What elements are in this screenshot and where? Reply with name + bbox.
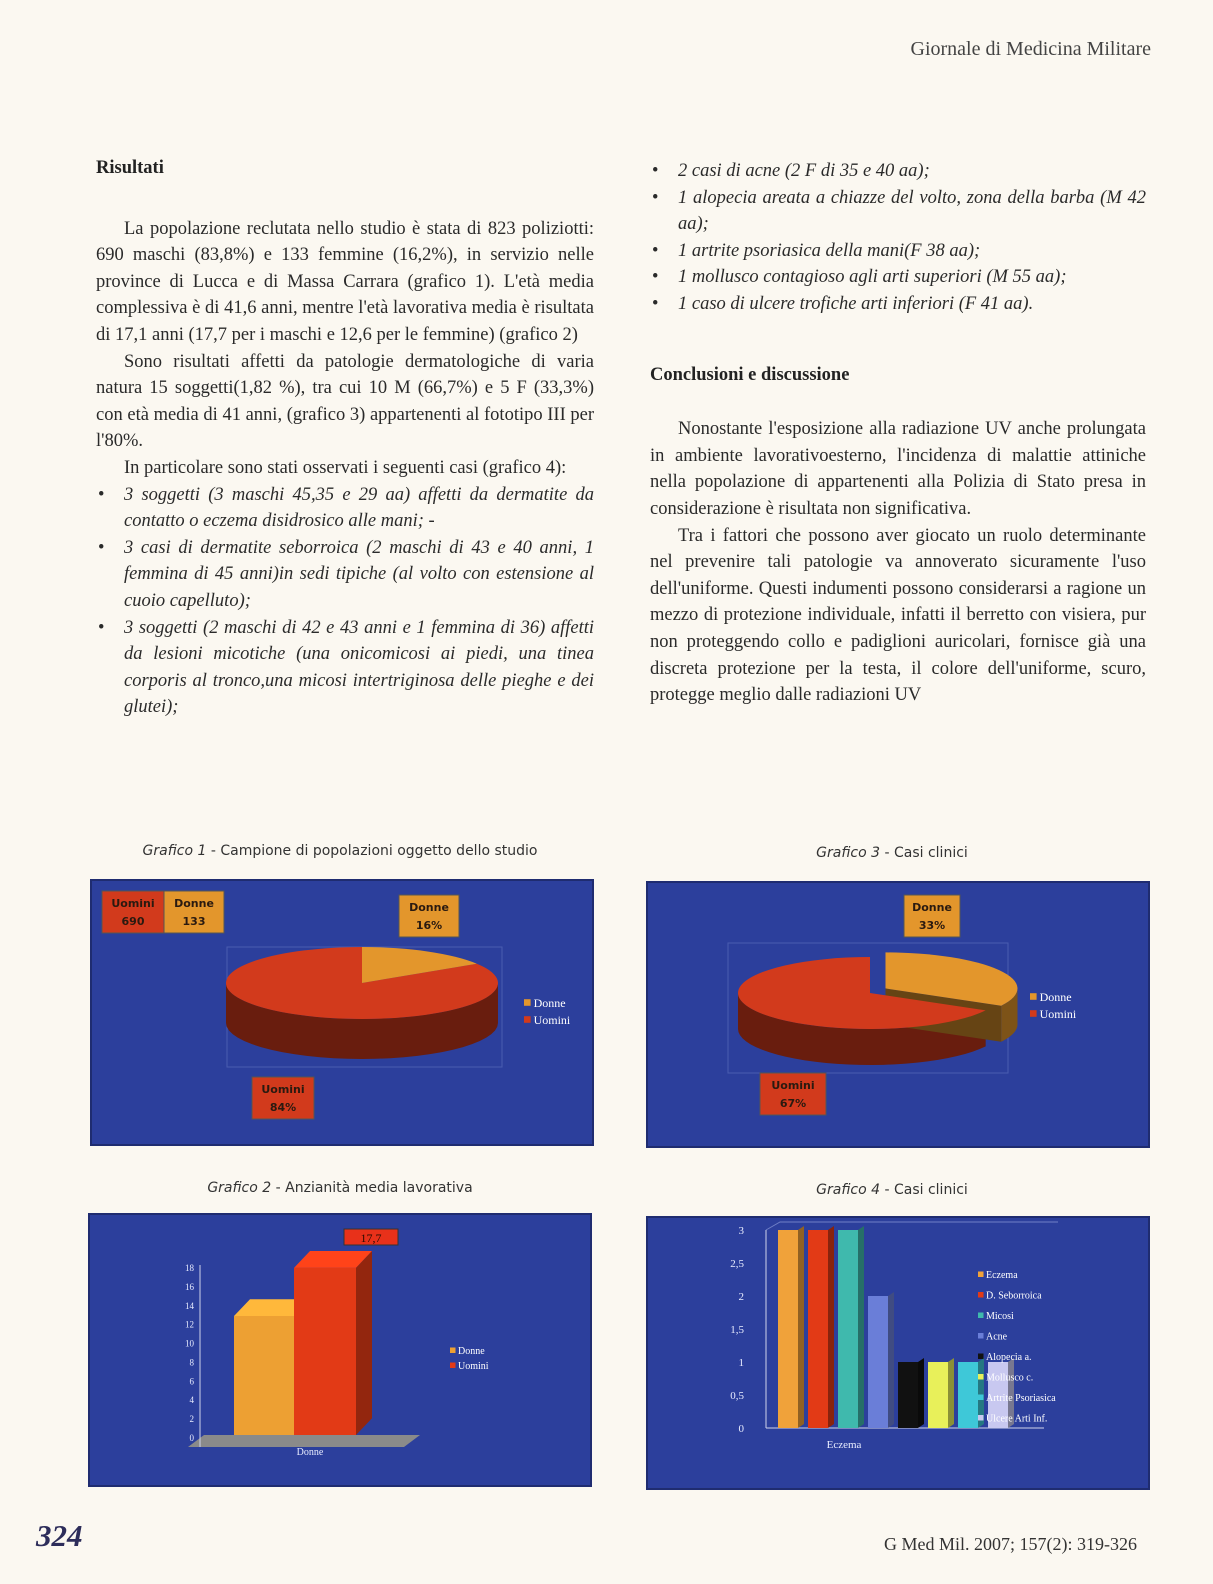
caption-grafico-3 [644,845,1140,861]
paragraph: Nonostante l'esposizione alla radiazione UV anche prolungata in ambiente lavorativoesterno, l'incidenza di malattie attiniche nella popolazione di appartenenti alla Polizia di Stato presa in considerazione è risultata non significativa. [650,419,1146,519]
legend-swatch [450,1363,456,1369]
x-tick-label: Donne [296,1447,324,1458]
list-item: • 1 artrite psoriasica della mani(F 38 aa); [678,238,1146,265]
legend-label: Uomini [458,1361,489,1372]
data-label-donne-value: 16% [415,919,443,932]
legend-label: Donne [533,996,566,1010]
caption-label: Grafico 3 [816,845,881,861]
y-tick-label: 10 [185,1338,194,1349]
bar-eczema [778,1230,798,1428]
legend-swatch [524,1016,531,1023]
x-tick-label: Eczema [826,1439,862,1451]
citation: G Med Mil. 2007; 157(2): 319-326 [884,1534,1137,1554]
legend-swatch [978,1395,984,1401]
legend-swatch [978,1415,984,1421]
count-label-uomini-value: 690 [121,915,145,928]
data-label-uomini-category: Uomini [261,1083,305,1096]
y-tick-label: 12 [185,1319,194,1330]
right-column [650,158,1146,709]
legend-swatch [978,1292,984,1298]
legend-swatch [978,1333,984,1339]
bar-donne [234,1316,296,1435]
data-label-donne-value: 33% [918,919,946,932]
bar-side-uomini [356,1251,372,1435]
y-tick-label: 0 [738,1423,744,1435]
count-label-donne-value: 133 [182,915,206,928]
data-label-uomini: 17,7 [360,1231,382,1245]
y-tick-label: 14 [185,1300,194,1311]
legend-label: Donne [458,1346,485,1357]
bar-artrite-psoriasica [958,1362,978,1428]
legend-swatch [450,1348,456,1354]
caption-text: - Anzianità media lavorativa [271,1180,473,1196]
legend-label: Mollusco c. [986,1372,1034,1384]
caption-text: - Casi clinici [880,1182,968,1198]
grafico-1-chart [92,881,592,1144]
legend-label: Uomini [533,1013,571,1027]
list-item: • 2 casi di acne (2 F di 35 e 40 aa); [678,158,1146,185]
bar-side [948,1358,954,1428]
legend-label: Alopecia a. [986,1352,1032,1363]
legend-swatch [1030,993,1037,1000]
legend-label: D. Seborroica [986,1290,1042,1302]
chart-floor [188,1435,420,1447]
y-tick-label: 1,5 [730,1324,744,1336]
list-item: • 1 alopecia areata a chiazze del volto, zona della barba (M 42 aa); [678,185,1146,238]
y-tick-label: 16 [185,1281,194,1292]
bar-side [828,1226,834,1428]
legend-label: Micosi [986,1311,1014,1322]
bar-d-seborroica [808,1230,828,1428]
y-tick-label: 0 [189,1433,194,1443]
case-list-continued [650,158,1146,318]
legend-swatch [1030,1010,1037,1017]
bar-micosi [838,1230,858,1428]
back-wall-edge [766,1222,1058,1230]
journal-header: Giornale di Medicina Militare [910,38,1151,60]
list-item: • 1 mollusco contagioso agli arti superiori (M 55 aa); [678,264,1146,291]
legend-label: Acne [986,1331,1008,1343]
list-item: • 1 caso di ulcere trofiche arti inferiori (F 41 aa). [678,291,1146,318]
legend-label: Uomini [1039,1007,1077,1021]
paragraph: Tra i fattori che possono aver giocato un ruolo determinante nel prevenire tali patologie va annoverato sicuramente l'uso dell'uniforme. Questi indumenti possono considerarsi a ragione un mezzo di protezione individuale, infatti il berretto con visiera, pur non proteggendo collo e padiglioni auricolari, fornisce già una discreta protezione per la testa, il colore dell'uniforme, scuro, protegge meglio dalle radiazioni UV [650,525,1146,706]
y-tick-label: 2 [738,1291,744,1303]
bar-side [858,1226,864,1428]
count-label-donne-category: Donne [174,897,214,910]
legend-swatch [978,1354,984,1360]
left-column [96,155,594,721]
bar-side [918,1358,924,1428]
y-tick-label: 6 [189,1376,194,1387]
caption-grafico-4 [644,1182,1140,1198]
caption-label: Grafico 1 [142,843,207,859]
grafico-4-chart [648,1218,1148,1488]
y-tick-label: 2 [189,1414,194,1425]
legend-swatch [978,1313,984,1319]
caption-text: - Casi clinici [880,845,968,861]
grafico-3-chart [648,883,1148,1146]
grafico-2-chart [90,1215,590,1485]
list-item: • 3 soggetti (3 maschi 45,35 e 29 aa) affetti da dermatite da contatto o eczema disidrosico alle mani; - [124,482,594,535]
paragraph: In particolare sono stati osservati i seguenti casi (grafico 4): [124,457,567,478]
bar-mollusco-c- [928,1362,948,1428]
data-label-uomini-category: Uomini [771,1079,815,1092]
results-heading: Risultati [96,158,164,178]
legend-swatch [524,999,531,1006]
y-tick-label: 2,5 [730,1258,744,1270]
legend-swatch [978,1374,984,1380]
legend-label: Eczema [986,1270,1018,1281]
caption-label: Grafico 2 [207,1180,272,1196]
data-label-uomini-value: 67% [779,1097,807,1110]
legend-label: Ulcere Arti Inf. [986,1413,1048,1425]
y-tick-label: 1 [738,1357,744,1369]
caption-label: Grafico 4 [816,1182,881,1198]
y-tick-label: 18 [185,1263,194,1273]
caption-text: - Campione di popolazioni oggetto dello studio [206,843,538,859]
caption-grafico-2 [90,1180,590,1196]
paragraph: La popolazione reclutata nello studio è stata di 823 poliziotti: 690 maschi (83,8%) e 133 femmine (16,2%), in servizio nelle province di Lucca e di Massa Carrara (grafico 1). L'età media complessiva è di 41,6 anni, mentre l'età lavorativa media è risultata di 17,1 anni (17,7 per i maschi e 12,6 per le femmine) (grafico 2) [96,218,594,345]
y-tick-label: 8 [189,1357,194,1368]
bar-uomini [294,1268,356,1435]
legend-label: Artrite Psoriasica [986,1393,1056,1404]
case-list [96,482,594,721]
bar-side [888,1292,894,1428]
page-number: 324 [36,1518,83,1553]
bar-acne [868,1296,888,1428]
y-tick-label: 4 [189,1395,194,1406]
bar-side [798,1226,804,1428]
y-tick-label: 0,5 [730,1390,744,1402]
data-label-donne-category: Donne [409,901,449,914]
count-label-uomini-category: Uomini [111,897,155,910]
y-tick-label: 3 [738,1225,744,1237]
legend-label: Donne [1039,990,1072,1004]
caption-grafico-1 [90,843,590,859]
data-label-uomini-value: 84% [269,1101,297,1114]
legend-swatch [978,1272,984,1278]
paragraph: Sono risultati affetti da patologie dermatologiche di varia natura 15 soggetti(1,82 %), tra cui 10 M (66,7%) e 5 F (33,3%) con età media di 41 anni, (grafico 3) appartenenti al fototipo III per l'80%. [96,351,594,452]
data-label-donne-category: Donne [912,901,952,914]
list-item: • 3 soggetti (2 maschi di 42 e 43 anni e 1 femmina di 36) affetti da lesioni micotiche (una onicomicosi ai piedi, una tinea corporis al tronco,una micosi intertriginosa delle pieghe e dei glutei); [124,615,594,721]
list-item: • 3 casi di dermatite seborroica (2 maschi di 43 e 40 anni, 1 femmina di 45 anni)in sedi tipiche (al volto con estensione al cuoio capelluto); [124,535,594,615]
bar-alopecia-a- [898,1362,918,1428]
conclusions-heading: Conclusioni e discussione [650,364,850,385]
